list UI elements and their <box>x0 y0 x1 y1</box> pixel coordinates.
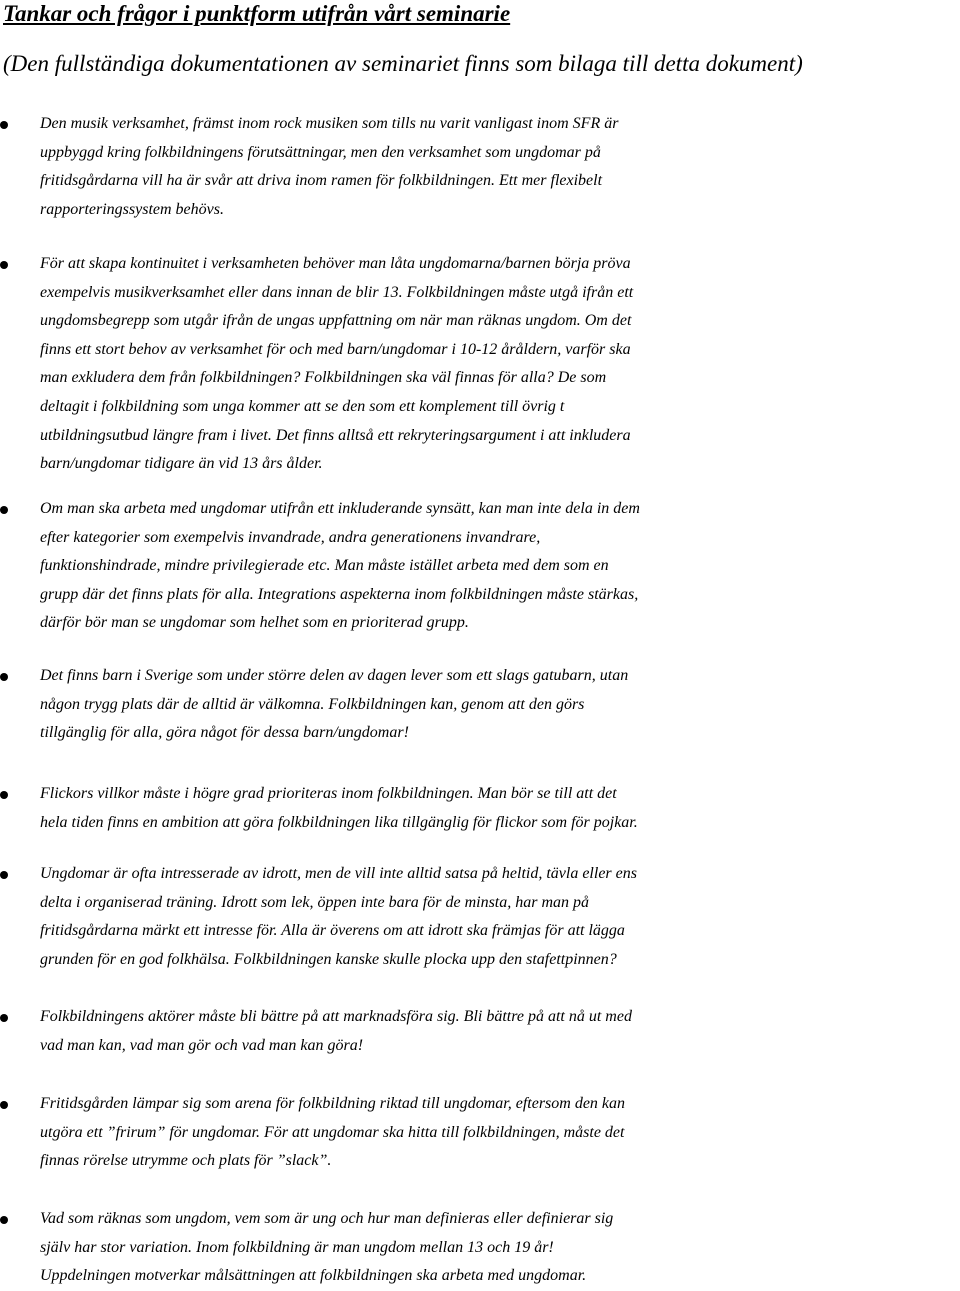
bullet-line: utgöra ett ”frirum” för ungdomar. För att ungdomar ska hitta till folkbildningen, måste det <box>40 1123 625 1141</box>
bullet-line: hela tiden finns en ambition att göra folkbildningen lika tillgänglig för flickor som för pojkar. <box>40 813 638 831</box>
bullet-line: utbildningsutbud längre fram i livet. Det finns alltså ett rekryteringsargument i att inkludera <box>40 426 631 444</box>
bullet-item <box>0 1205 960 1291</box>
bullet-line: Flickors villkor måste i högre grad prioriteras inom folkbildningen. Man bör se till att det <box>40 785 617 802</box>
bullet-dot-icon <box>0 673 8 681</box>
bullet-item <box>0 250 960 479</box>
document-title: Tankar och frågor i punktform utifrån vårt seminarie <box>3 1 511 26</box>
bullet-line: exempelvis musikverksamhet eller dans innan de blir 13. Folkbildningen måste utgå ifrån ett <box>40 283 634 301</box>
bullet-line: barn/ungdomar tidigare än vid 13 års ålder. <box>40 455 323 473</box>
bullet-line: finns ett stort behov av verksamhet för och med barn/ungdomar i 10-12 åråldern, varför ska <box>40 340 631 358</box>
bullet-line: Den musik verksamhet, främst inom rock musiken som tills nu varit vanligast inom SFR är <box>40 115 619 132</box>
bullet-dot-icon <box>0 791 8 799</box>
bullet-line: fritidsgårdarna vill ha är svår att driva inom ramen för folkbildningen. Ett mer flexibelt <box>40 172 603 190</box>
bullet-dot-icon <box>0 1216 8 1224</box>
bullet-line: För att skapa kontinuitet i verksamheten behöver man låta ungdomarna/barnen börja pröva <box>40 255 631 272</box>
bullet-line: Vad som räknas som ungdom, vem som är ung och hur man definieras eller definierar sig <box>40 1210 614 1227</box>
bullet-line: Fritidsgården lämpar sig som arena för folkbildning riktad till ungdomar, eftersom den kan <box>40 1095 626 1112</box>
bullet-line: man exkludera dem från folkbildningen? Folkbildningen ska väl finnas för alla? De som <box>40 369 607 387</box>
bullet-dot-icon <box>0 121 8 129</box>
bullet-line: rapporteringssystem behövs. <box>40 200 224 218</box>
bullet-item <box>0 662 960 748</box>
bullet-dot-icon <box>0 1014 8 1022</box>
bullet-line: delta i organiserad träning. Idrott som lek, öppen inte bara för de minsta, har man på <box>40 893 590 911</box>
bullet-line: Uppdelningen motverkar målsättningen att folkbildningen ska arbeta med ungdomar. <box>40 1267 587 1285</box>
bullet-line: deltagit i folkbildning som unga kommer att se den som ett komplement till övrig t <box>40 397 565 415</box>
bullet-line: ungdomsbegrepp som utgår ifrån de ungas uppfattning om när man räknas ungdom. Om det <box>40 312 632 330</box>
bullet-item <box>0 780 960 837</box>
bullet-dot-icon <box>0 1101 8 1109</box>
bullet-item <box>0 1003 960 1060</box>
bullet-line: grupp där det finns plats för alla. Integrations aspekterna inom folkbildningen måste stärkas, <box>40 585 639 603</box>
bullet-line: finnas rörelse utrymme och plats för ”slack”. <box>40 1152 332 1170</box>
bullet-line: uppbyggd kring folkbildningens förutsättningar, men den verksamhet som ungdomar på <box>40 143 601 161</box>
bullet-line: Om man ska arbeta med ungdomar utifrån ett inkluderande synsätt, kan man inte dela in dem <box>40 500 640 517</box>
document-subtitle: (Den fullständiga dokumentationen av seminariet finns som bilaga till detta dokument) <box>3 51 803 76</box>
bullet-dot-icon <box>0 871 8 879</box>
bullet-line: funktionshindrade, mindre privilegierade etc. Man måste istället arbeta med dem som en <box>40 557 609 575</box>
bullet-line: någon trygg plats där de alltid är välkomna. Folkbildningen kan, genom att den görs <box>40 695 585 713</box>
bullet-line: vad man kan, vad man gör och vad man kan göra! <box>40 1036 364 1054</box>
bullet-item <box>0 860 960 974</box>
bullet-dot-icon <box>0 261 8 269</box>
bullet-item <box>0 495 960 638</box>
bullet-line: därför bör man se ungdomar som helhet som en prioriterad grupp. <box>40 614 469 632</box>
bullet-line: efter kategorier som exempelvis invandrade, andra generationens invandrare, <box>40 528 541 546</box>
bullet-line: Ungdomar är ofta intresserade av idrott, men de vill inte alltid satsa på heltid, tävla eller ens <box>40 865 637 882</box>
bullet-dot-icon <box>0 506 8 514</box>
bullet-item <box>0 1090 960 1176</box>
bullet-line: själv har stor variation. Inom folkbildning är man ungdom mellan 13 och 19 år! <box>40 1238 554 1256</box>
bullet-line: fritidsgårdarna märkt ett intresse för. Alla är överens om att idrott ska främjas för att lägga <box>40 922 625 940</box>
bullet-line: grunden för en god folkhälsa. Folkbildningen kanske skulle plocka upp den stafettpinnen? <box>40 950 617 968</box>
bullet-line: Det finns barn i Sverige som under större delen av dagen lever som ett slags gatubarn, utan <box>40 667 629 684</box>
bullet-item <box>0 110 960 224</box>
bullet-line: Folkbildningens aktörer måste bli bättre på att marknadsföra sig. Bli bättre på att nå ut med <box>40 1008 632 1025</box>
bullet-line: tillgänglig för alla, göra något för dessa barn/ungdomar! <box>40 724 409 742</box>
